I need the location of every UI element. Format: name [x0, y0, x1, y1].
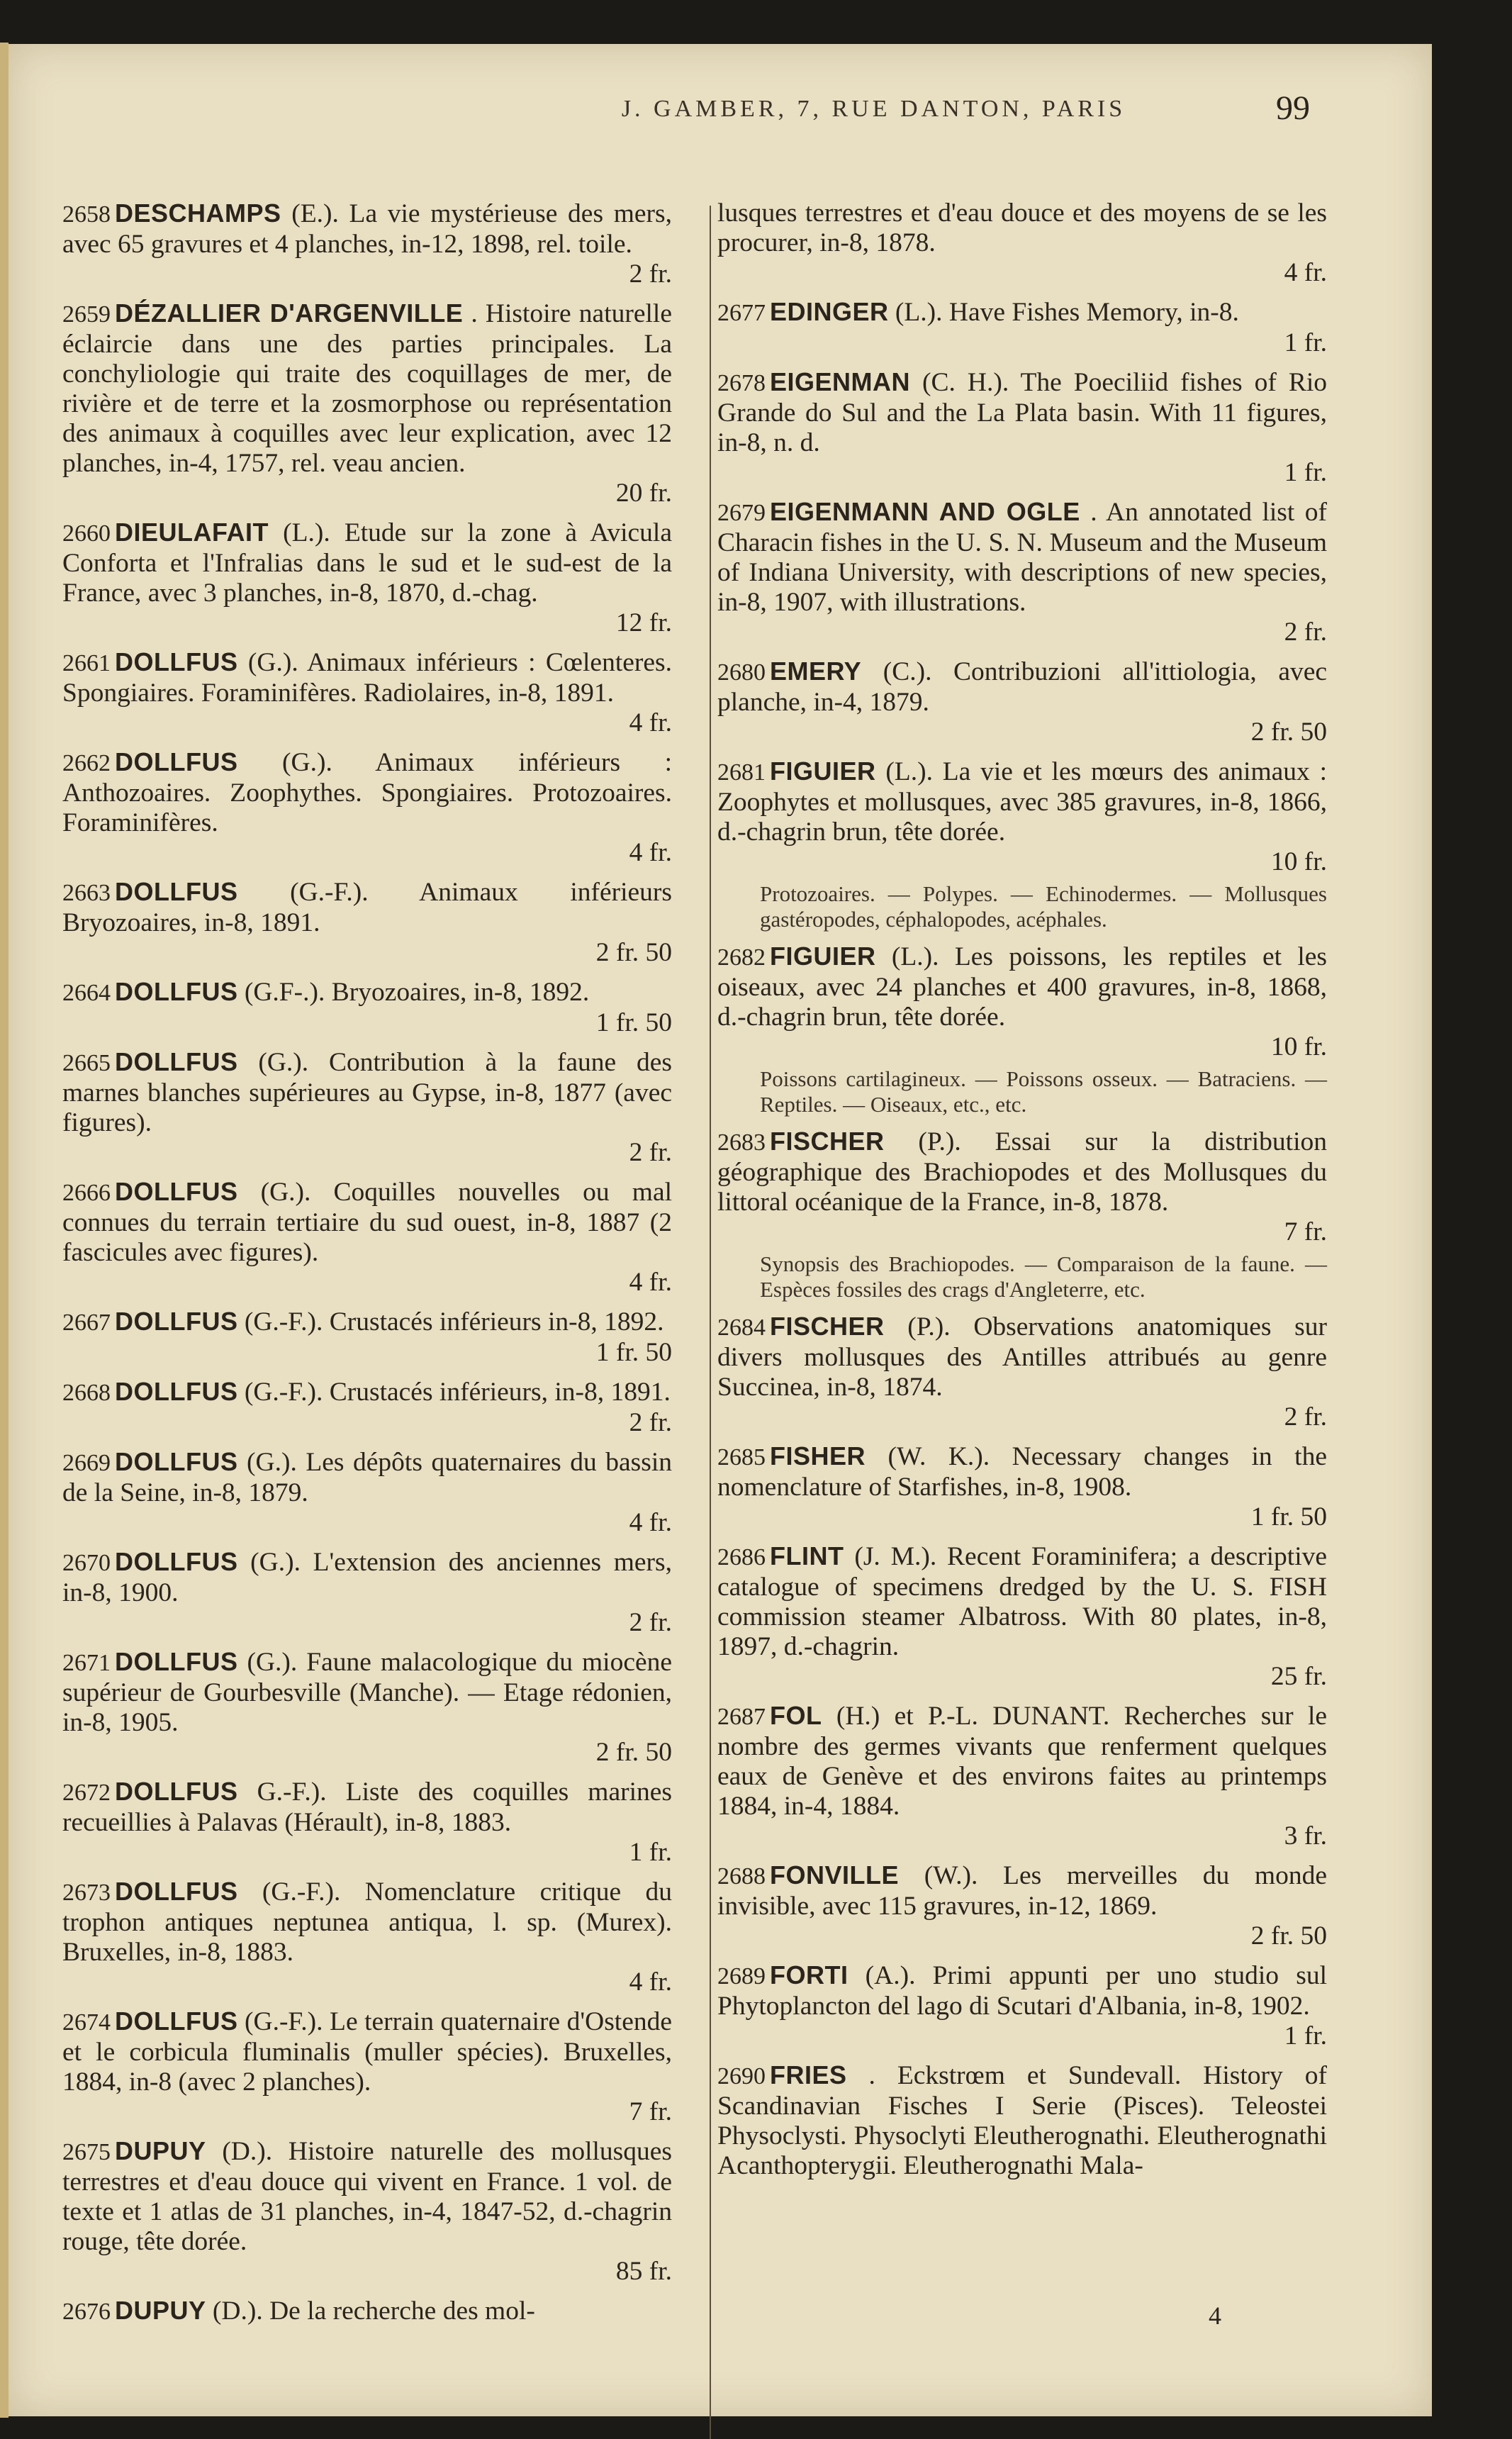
entry-description: (P.). Essai sur la distribution géographique des Brachiopodes et des Mollusques du littoral océanique de la France, in-8, 1878.: [717, 1127, 1328, 1217]
catalogue-entry: [62, 518, 672, 638]
entry-author: DOLLFUS: [115, 1647, 238, 1676]
entry-description: (C. H.). The Poeciliid fishes of Rio Grande do Sul and the La Plata basin. With 11 figures, in-8, n. d.: [717, 368, 1328, 457]
catalogue-entry: [62, 1877, 672, 1997]
entry-description: (C.). Contribuzioni all'ittiologia, avec planche, in-4, 1879.: [717, 657, 1327, 717]
catalogue-entry: [717, 757, 1327, 932]
entry-number: 2660: [62, 520, 111, 547]
entry-author: DESCHAMPS: [115, 199, 281, 228]
entry-price: 4 fr.: [629, 838, 672, 867]
entry-description: (L.). Have Fishes Memory, in-8.: [895, 298, 1239, 327]
page-edge: [0, 43, 9, 2418]
entry-number: 2687: [717, 1704, 766, 1730]
catalogue-entry: [717, 1541, 1327, 1692]
entry-description: (G.-F.). Nomenclature critique du trophon antiques neptunea antiqua, l. sp. (Murex). Bruxelles, in-8, 1883.: [62, 1877, 672, 1967]
entry-author: DOLLFUS: [115, 1177, 238, 1206]
entry-number: 2681: [717, 759, 766, 786]
entry-price: 2 fr.: [629, 259, 672, 289]
entry-description: G.-F.). Liste des coquilles marines recueillies à Palavas (Hérault), in-8, 1883.: [62, 1777, 673, 1837]
catalogue-entry: [717, 297, 1327, 358]
entry-description: (G.F-.). Bryozoaires, in-8, 1892.: [244, 978, 590, 1007]
entry-price: 25 fr.: [1270, 1662, 1327, 1691]
entry-number: 2685: [717, 1444, 766, 1470]
entry-contents-note: Poissons cartilagineux. — Poissons osseux. — Batraciens. — Reptiles. — Oiseaux, etc., etc.: [760, 1066, 1327, 1117]
entry-author: DOLLFUS: [115, 1307, 238, 1336]
entry-number: 2661: [62, 650, 111, 676]
entry-author: DOLLFUS: [115, 1877, 238, 1906]
entry-number: 2659: [62, 301, 111, 328]
entry-number: 2678: [717, 370, 766, 396]
entry-author: FORTI: [770, 1960, 849, 1989]
entry-description: (D.). De la recherche des mol-: [212, 2296, 535, 2326]
entry-author: DOLLFUS: [115, 977, 238, 1006]
catalogue-entry: [717, 199, 1327, 288]
entry-price: 4 fr.: [1284, 258, 1327, 287]
entry-number: 2658: [62, 201, 111, 228]
entry-number: 2676: [62, 2299, 111, 2325]
entry-description: (J. M.). Recent Foraminifera; a descriptive catalogue of specimens dredged by the U. S. FISH commission steamer Albatross. With 80 plates, in-8, 1897, d.-chagrin.: [717, 1542, 1328, 1661]
entry-description: (H.) et P.-L. DUNANT. Recherches sur le nombre des germes vivants que renferment quelques eaux de Genève et des environs faites au printemps 1884, in-4, 1884.: [717, 1702, 1328, 1821]
catalogue-entry: [62, 2007, 672, 2127]
entry-price: 1 fr.: [1284, 458, 1327, 487]
entry-price: 1 fr. 50: [1250, 1502, 1327, 1531]
entry-number: 2677: [717, 300, 766, 326]
entry-description: (D.). Histoire naturelle des mollusques terrestres et d'eau douce qui vivent en France. 1 vol. de texte et 1 atlas de 31 planches, in-4, 1847-52, d.-chagrin rouge, tête dorée.: [62, 2137, 673, 2256]
entry-description: (G.). Animaux inférieurs : Anthozoaires. Zoophythes. Spongiaires. Protozoaires. Foraminifères.: [62, 748, 672, 837]
entry-price: 7 fr.: [629, 2097, 672, 2126]
entry-price: 1 fr. 50: [595, 1338, 672, 1367]
entry-author: EDINGER: [770, 297, 889, 326]
entry-number: 2682: [717, 944, 766, 971]
entry-number: 2680: [717, 659, 766, 686]
catalogue-entry: [717, 2060, 1327, 2181]
entry-description: (A.). Primi appunti per uno studio sul Phytoplancton del lago di Scutari d'Albania, in-8, 1902.: [717, 1961, 1327, 2021]
entry-description: (G.). Animaux inférieurs : Cœlenteres. Spongiaires. Foraminifères. Radiolaires, in-8, 1891.: [62, 648, 672, 708]
entry-description: . Histoire naturelle éclaircie dans une des parties principales. La conchyliologie qui traite des coquillages de mer, de rivière et de terre et la zosmorphose ou représentation des animaux à coquilles avec leur explication, avec 12 planches, in-4, 1757, rel. veau ancien.: [62, 299, 672, 478]
right-column: [717, 199, 1327, 2190]
entry-description: . An annotated list of Characin fishes in the U. S. N. Museum and the Museum of Indiana University, with descriptions of new species, in-8, 1907, with illustrations.: [717, 498, 1327, 617]
entry-description: (G.-F.). Crustacés inférieurs, in-8, 1891.: [244, 1378, 671, 1407]
entry-author: FISCHER: [770, 1312, 885, 1341]
page-number: 99: [1276, 89, 1310, 127]
entry-description: (L.). La vie et les mœurs des animaux : Zoophytes et mollusques, avec 385 gravures, in-8, 1866, d.-chagrin brun, tête dorée.: [717, 757, 1327, 847]
entry-author: DÉZALLIER D'ARGENVILLE: [115, 298, 464, 328]
catalogue-entry: [62, 199, 672, 289]
entry-price: 2 fr. 50: [595, 1738, 672, 1767]
entry-author: FISCHER: [770, 1127, 885, 1156]
entry-price: 4 fr.: [629, 708, 672, 737]
entry-price: 12 fr.: [615, 608, 672, 637]
entry-description: (G.-F.). Le terrain quaternaire d'Ostende et le corbicula fluminalis (muller spécies). Bruxelles, 1884, in-8 (avec 2 planches).: [62, 2007, 672, 2097]
catalogue-entry: [62, 298, 672, 508]
entry-number: 2666: [62, 1180, 111, 1206]
entry-description: (G.). Faune malacologique du miocène supérieur de Gourbesville (Manche). — Etage rédonien, in-8, 1905.: [62, 1648, 673, 1737]
entry-price: 2 fr. 50: [1250, 1921, 1327, 1950]
catalogue-entry: [62, 877, 672, 968]
entry-author: FOL: [770, 1701, 822, 1730]
catalogue-entry: [62, 1547, 672, 1638]
entry-price: 3 fr.: [1284, 1821, 1327, 1851]
catalogue-entry: [717, 942, 1327, 1117]
entry-author: DOLLFUS: [115, 1447, 238, 1476]
entry-price: 1 fr.: [1284, 2021, 1327, 2050]
entry-description: (G.). Contribution à la faune des marnes blanches supérieures au Gypse, in-8, 1877 (avec figures).: [62, 1048, 672, 1137]
entry-price: 10 fr.: [1270, 1032, 1327, 1061]
entry-author: FISHER: [770, 1441, 866, 1470]
entry-description: (G.-F.). Animaux inférieurs Bryozoaires, in-8, 1891.: [62, 878, 673, 937]
entry-price: 4 fr.: [629, 1968, 672, 1997]
entry-number: 2686: [717, 1544, 766, 1570]
entry-description: (W.). Les merveilles du monde invisible, avec 115 gravures, in-12, 1869.: [717, 1861, 1327, 1921]
entry-number: 2679: [717, 500, 766, 526]
entry-number: 2690: [717, 2063, 766, 2089]
entry-author: FONVILLE: [770, 1860, 899, 1890]
entry-number: 2663: [62, 880, 111, 906]
catalogue-entry: [717, 657, 1327, 747]
entry-author: DIEULAFAIT: [115, 518, 269, 547]
catalogue-entry: [62, 747, 672, 868]
entry-number: 2675: [62, 2139, 111, 2165]
entry-number: 2673: [62, 1880, 111, 1906]
entry-price: 2 fr. 50: [595, 938, 672, 967]
entry-author: DOLLFUS: [115, 747, 238, 776]
entry-description: lusques terrestres et d'eau douce et des moyens de se les procurer, in-8, 1878.: [717, 199, 1327, 257]
entry-author: FIGUIER: [770, 942, 876, 971]
entry-number: 2667: [62, 1310, 111, 1336]
catalogue-entry: [62, 1447, 672, 1538]
entry-author: FIGUIER: [770, 757, 876, 786]
entry-number: 2683: [717, 1129, 766, 1156]
entry-number: 2664: [62, 980, 111, 1006]
entry-number: 2662: [62, 750, 111, 776]
signature-mark: 4: [1209, 2301, 1221, 2330]
entry-author: EIGENMAN: [770, 367, 911, 396]
catalogue-entry: [62, 2136, 672, 2287]
entry-description: (G.-F.). Crustacés inférieurs in-8, 1892.: [244, 1307, 664, 1336]
catalogue-entry: [62, 2296, 672, 2327]
entry-price: 4 fr.: [629, 1508, 672, 1537]
entry-author: DOLLFUS: [115, 877, 238, 906]
catalogue-entry: [62, 1377, 672, 1438]
entry-contents-note: Synopsis des Brachiopodes. — Comparaison de la faune. — Espèces fossiles des crags d'Angleterre, etc.: [760, 1251, 1327, 1302]
catalogue-entry: [717, 1701, 1327, 1851]
catalogue-entry: [62, 647, 672, 738]
entry-price: 2 fr.: [1284, 1402, 1327, 1431]
catalogue-entry: [717, 497, 1327, 647]
entry-price: 2 fr.: [629, 1408, 672, 1437]
catalogue-entry: [717, 1960, 1327, 2051]
entry-number: 2669: [62, 1450, 111, 1476]
catalogue-entry: [717, 367, 1327, 488]
catalogue-entry: [62, 1047, 672, 1168]
entry-price: 7 fr.: [1284, 1217, 1327, 1246]
entry-number: 2665: [62, 1050, 111, 1076]
entry-author: EIGENMANN AND OGLE: [770, 497, 1080, 526]
left-column: [62, 199, 672, 2336]
entry-author: DOLLFUS: [115, 1777, 238, 1806]
catalogue-entry: [62, 1777, 672, 1868]
entry-price: 2 fr.: [629, 1138, 672, 1167]
entry-description: (G.). L'extension des anciennes mers, in-8, 1900.: [62, 1548, 673, 1607]
entry-price: 2 fr. 50: [1250, 718, 1327, 747]
catalogue-entry: [717, 1860, 1327, 1951]
column-rule: [710, 206, 711, 2439]
entry-description: . Eckstrœm et Sundevall. History of Scandinavian Fisches I Serie (Pisces). Teleostei Physoclysti. Physoclyti Eleutherognathi. Eleutherognathi Acanthopterygii. Eleutherognathi Mala-: [717, 2061, 1327, 2180]
entry-author: EMERY: [770, 657, 862, 686]
entry-number: 2671: [62, 1650, 111, 1676]
entry-author: FLINT: [770, 1541, 844, 1570]
catalogue-entry: [62, 1647, 672, 1768]
entry-price: 20 fr.: [615, 479, 672, 508]
catalogue-entry: [717, 1127, 1327, 1302]
entry-author: DUPUY: [115, 2136, 206, 2165]
running-head: J. GAMBER, 7, RUE DANTON, PARIS: [621, 96, 1126, 122]
entry-number: 2688: [717, 1863, 766, 1890]
entry-price: 2 fr.: [1284, 618, 1327, 647]
entry-price: 1 fr.: [1284, 328, 1327, 357]
entry-price: 4 fr.: [629, 1268, 672, 1297]
entry-number: 2689: [717, 1963, 766, 1989]
entry-price: 1 fr.: [629, 1838, 672, 1867]
entry-description: (G.). Les dépôts quaternaires du bassin de la Seine, in-8, 1879.: [62, 1448, 673, 1507]
catalogue-entry: [62, 1177, 672, 1297]
catalogue-entry: [717, 1441, 1327, 1532]
entry-number: 2670: [62, 1550, 111, 1576]
entry-author: DOLLFUS: [115, 1377, 238, 1406]
entry-author: DOLLFUS: [115, 1547, 238, 1576]
entry-price: 10 fr.: [1270, 847, 1327, 876]
entry-author: DOLLFUS: [115, 2007, 238, 2036]
entry-price: 1 fr. 50: [595, 1008, 672, 1037]
catalogue-entry: [62, 977, 672, 1038]
entry-number: 2668: [62, 1380, 111, 1406]
entry-description: (P.). Observations anatomiques sur divers mollusques des Antilles attribués au genre Succinea, in-8, 1874.: [717, 1312, 1327, 1402]
entry-number: 2674: [62, 2009, 111, 2036]
entry-description: (E.). La vie mystérieuse des mers, avec 65 gravures et 4 planches, in-12, 1898, rel. toile.: [62, 199, 672, 259]
entry-author: DUPUY: [115, 2296, 206, 2325]
entry-price: 2 fr.: [629, 1608, 672, 1637]
entry-description: (L.). Les poissons, les reptiles et les oiseaux, avec 24 planches et 400 gravures, in-8, 1868, d.-chagrin brun, tête dorée.: [717, 942, 1327, 1032]
entry-description: (G.). Coquilles nouvelles ou mal connues du terrain tertiaire du sud ouest, in-8, 1887 (2 fascicules avec figures).: [62, 1178, 673, 1267]
entry-author: DOLLFUS: [115, 1047, 238, 1076]
entry-number: 2684: [717, 1315, 766, 1341]
entry-number: 2672: [62, 1780, 111, 1806]
entry-description: (L.). Etude sur la zone à Avicula Conforta et l'Infralias dans le sud et le sud-est de la France, avec 3 planches, in-8, 1870, d.-chag.: [62, 518, 672, 608]
catalogue-entry: [62, 1307, 672, 1368]
entry-description: (W. K.). Necessary changes in the nomenclature of Starfishes, in-8, 1908.: [717, 1442, 1327, 1502]
entry-price: 85 fr.: [615, 2257, 672, 2286]
catalogue-entry: [717, 1312, 1327, 1432]
entry-author: DOLLFUS: [115, 647, 238, 676]
entry-contents-note: Protozoaires. — Polypes. — Echinodermes. — Mollusques gastéropodes, céphalopodes, acéphales.: [760, 881, 1327, 932]
entry-author: FRIES: [770, 2060, 847, 2089]
